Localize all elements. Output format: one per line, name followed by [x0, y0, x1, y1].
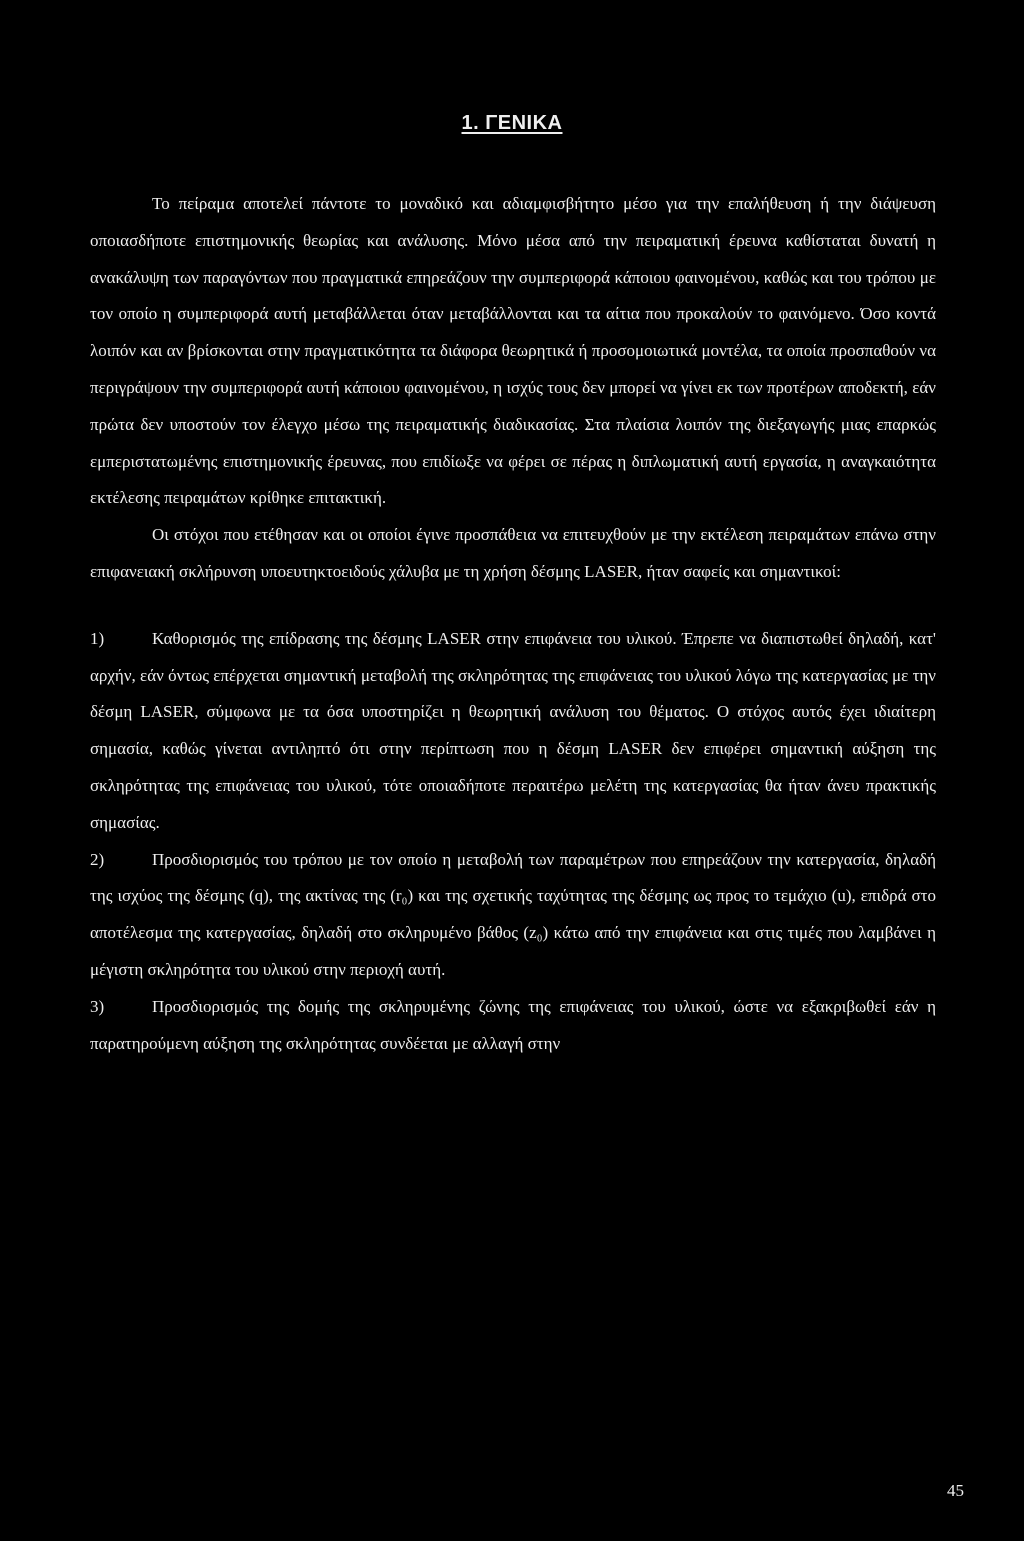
- intro-paragraph: Το πείραμα αποτελεί πάντοτε το μοναδικό και αδιαμφισβήτητο μέσο για την επαλήθευση ή την διάψευση οποιασδήποτε επιστημονικής θεωρίας και ανάλυσης. Μόνο μέσα από την πειραματική έρευνα καθίσταται δυνατή η ανακάλυψη των παραγόντων που πραγματικά επηρεάζουν την συμπεριφορά κάποιου φαινομένου, καθώς και του τρόπου με τον οποίο η συμπεριφορά αυτή μεταβάλλεται όταν μεταβάλλονται και τα αίτια που προκαλούν το φαινόμενο. Όσο κοντά λοιπόν και αν βρίσκονται στην πραγματικότητα τα διάφορα θεωρητικά ή προσομοιωτικά μοντέλα, τα οποία προσπαθούν να περιγράψουν την συμπεριφορά αυτή κάποιου φαινομένου, η ισχύς τους δεν μπορεί να γίνει εκ των προτέρων αποδεκτή, εάν πρώτα δεν υποστούν τον έλεγχο μέσω της πειραματικής διαδικασίας. Στα πλαίσια λοιπόν της διεξαγωγής μιας επαρκώς εμπεριστατωμένης επιστημονικής έρευνας, που επιδίωξε να φέρει σε πέρας η διπλωματική αυτή εργασία, η αναγκαιότητα εκτέλεσης πειραμάτων κρίθηκε επιτακτική.: [90, 194, 936, 508]
- list-item-number: 3): [90, 996, 105, 1016]
- list-item-text: Προσδιορισμός του τρόπου με τον οποίο η μεταβολή των παραμέτρων που επηρεάζουν την κατεργασία, δηλαδή της ισχύος της δέσμης (q), της ακτίνας της (r₀) και της σχετικής ταχύτητας της δέσμης ως προς το τεμάχιο (u), επιδρά στο αποτέλεσμα της κατεργασίας, δηλαδή στο σκληρυμένο βάθος (z₀) κάτω από την επιφάνεια και στις τιμές που λαμβάνει η μέγιστη σκληρότητα του υλικού στην περιοχή αυτή.: [90, 849, 936, 979]
- list-item: [90, 621, 936, 842]
- list-item-text: Καθορισμός της επίδρασης της δέσμης LASER στην επιφάνεια του υλικού. Έπρεπε να διαπιστωθεί δηλαδή, κατ' αρχήν, εάν όντως επέρχεται σημαντική μεταβολή της σκληρότητας της επιφάνειας του υλικού λόγω της κατεργασίας με την δέσμη LASER, σύμφωνα με τα όσα υποστηρίζει η θεωρητική ανάλυση του θέματος. Ο στόχος αυτός έχει ιδιαίτερη σημασία, καθώς γίνεται αντιληπτό ότι στην περίπτωση που η δέσμη LASER δεν επιφέρει σημαντική αύξηση της σκληρότητας της επιφάνειας του υλικού, τότε οποιαδήποτε περαιτέρω μελέτη της κατεργασίας θα ήταν άνευ πρακτικής σημασίας.: [90, 628, 936, 832]
- list-item: [90, 842, 936, 989]
- list-item: [90, 989, 936, 1063]
- page-number: 45: [947, 1481, 964, 1500]
- objectives-paragraph: Οι στόχοι που ετέθησαν και οι οποίοι έγινε προσπάθεια να επιτευχθούν με την εκτέλεση πειραμάτων επάνω στην επιφανειακή σκλήρυνση υποευτηκτοειδούς χάλυβα με τη χρήση δέσμης LASER, ήταν σαφείς και σημαντικοί:: [90, 525, 936, 581]
- list-item-number: 2): [90, 849, 105, 869]
- list-item-text: Προσδιορισμός της δομής της σκληρυμένης ζώνης της επιφάνειας του υλικού, ώστε να εξακριβωθεί εάν η παρατηρούμενη αύξηση της σκληρότητας συνδέεται με αλλαγή στην: [90, 996, 936, 1053]
- list-spacer: [90, 591, 936, 621]
- section-heading: 1. ΓΕΝΙΚΑ: [461, 112, 563, 134]
- body-text: [90, 186, 936, 1062]
- list-item-number: 1): [90, 628, 105, 648]
